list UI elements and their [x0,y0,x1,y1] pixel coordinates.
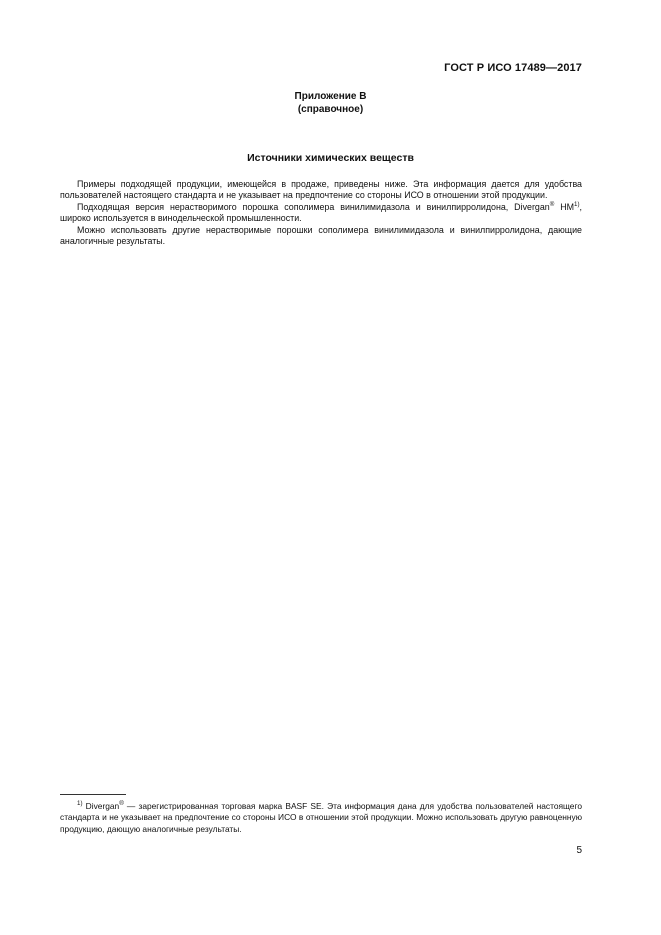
footnote-text [60,801,582,835]
footnote-brand: Divergan [82,801,120,811]
annex-subtitle: (справочное) [297,104,364,115]
footnote-divider [60,794,126,795]
footnote-registered-mark: ® [119,800,124,808]
page-number: 5 [576,845,582,856]
standard-header: ГОСТ Р ИСО 17489—2017 [444,62,582,74]
product-name-suffix: HM [554,201,574,212]
footnote [60,801,582,835]
registered-mark: ® [549,200,555,208]
paragraph-2-text-end: , широко используется в винодельческой промышленности. [60,201,582,224]
annex-title: Приложение В [294,91,367,102]
footnote-marker: 1) [77,800,83,808]
paragraph-2-text-start: Подходящая версия нерастворимого порошка сополимера винилимидазола и винилпирролидона, Divergan [77,201,550,212]
footnote-body: — зарегистрированная торговая марка BASF SE. Эта информация дана для удобства пользователей настоящего стандарта и не указывает на предпочтение со стороны ИСО в отношении этой продукции. Можно использовать другую равноценную продукцию, дающую аналогичные результаты. [60,801,582,834]
paragraph-2 [60,202,582,225]
paragraph-3: Можно использовать другие нерастворимые порошки сополимера винилимидазола и винилпирролидона, дающие аналогичные результаты. [60,224,582,247]
footnote-reference[interactable]: 1) [574,200,580,208]
body-text [60,179,582,247]
annex-heading [0,90,661,116]
paragraph-1: Примеры подходящей продукции, имеющейся в продаже, приведены ниже. Эта информация дается для удобства пользователей настоящего стандарта и не указывает на предпочтение со стороны ИСО в отношении этой продукции. [60,179,582,201]
section-title: Источники химических веществ [247,152,414,164]
